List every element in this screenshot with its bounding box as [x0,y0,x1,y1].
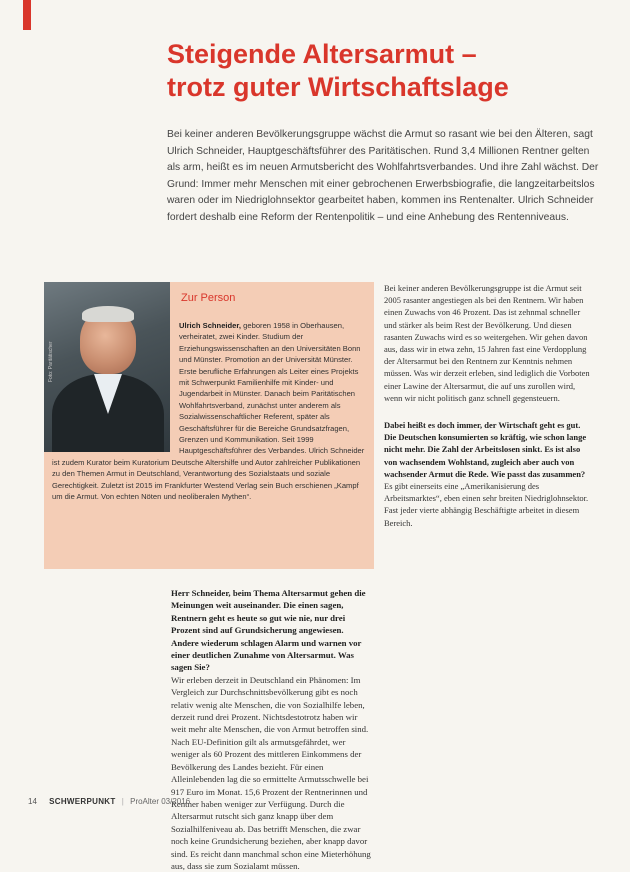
sidebar-bio [52,320,368,503]
title-line-1: Steigende Altersarmut – [167,39,477,69]
answer-1: Wir erleben derzeit in Deutschland ein Phänomen: Im Vergleich zur Durchschnittsbevölkerung gibt es noch relativ wenig alte Menschen, die von Sozialhilfe leben, derzeit rund drei Prozent. Nichtsdestotrotz haben wir weit mehr alte Menschen, die von Armut betroffen sind. Nach EU-Definition gilt als armutsgefährdet, wer weniger als 60 Prozent des mittleren Einkommens der Bevölkerung des Landes bezieht. Für einen Alleinlebenden lag die so ermittelte Armutsschwelle bei 917 Euro im Monat. 15,6 Prozent der Rentnerinnen und Rentner haben weniger zur Verfügung. Durch die Altersarmut rutscht sich ganz knapp über dem Sozialhilfeniveau ab. Das betrifft Menschen, die zwar noch keine Grundsicherung beziehen, aber knapp davor sind. Es reicht dann manchmal schon eine Mieterhöhung aus, dass sie zum Sozialamt müssen. [171,674,371,871]
photo-spacer [52,320,179,455]
person-name: Ulrich Schneider, [179,321,242,330]
title-line-2: trotz guter Wirtschaftslage [167,72,509,102]
article-lead: Bei keiner anderen Bevölkerungsgruppe wächst die Armut so rasant wie bei den Älteren, sagt Ulrich Schneider, Hauptgeschäftsführer des Paritätischen. Rund 3,4 Millionen Rentner gelten als arm, heißt es im neuen Armutsbericht des Wohlfahrtsverbandes. Und ihre Zahl wächst. Der Grund: Immer mehr Menschen mit einer gebrochenen Erwerbsbiografie, die langzeitarbeitslos waren oder im Niedriglohnsektor gearbeitet haben, kommen ins Rentenalter. Ulrich Schneider fordert deshalb eine Reform der Rentenpolitik – und eine Anhebung des Rentenniveaus. [167,129,599,223]
footer-separator: | [121,797,124,806]
person-sidebar [44,282,374,569]
page-number: 14 [28,797,37,806]
sidebar-heading: Zur Person [181,292,236,304]
photo-credit: Foto: Paritätischer [48,341,54,382]
page-footer [28,797,190,806]
interview-right-column [384,282,590,529]
answer-1-continued: Bei keiner anderen Bevölkerungsgruppe ist die Armut seit 2005 rasanter angestiegen als bei den Rentnern. Wir haben einen Zuwachs von 46 Prozent. Das ist zehnmal schneller und stärker als beim Rest der Bevölkerung. Und diesen rasanten Zuwachs wird es so weitergehen. Wir gehen davon aus, dass wir in etwa zehn, 15 Jahren fast eine Verdopplung der Altersarmut bei den Rentnern zur Kenntnis nehmen müssen. Was wir derzeit erleben, sind lediglich die Vorboten einer Lawine der Altersarmut, die auf uns zurollen wird, wenn wir nicht politisch ganz schnell gegensteuern. [384,283,590,403]
interview-left-column [171,587,371,872]
question-2: Dabei heißt es doch immer, der Wirtschaft geht es gut. Die Deutschen konsumierten so kräftig, wie schon lange nicht mehr. Die Zahl der Arbeitslosen sinkt. Es ist also von wachsendem Wohlstand, zugleich aber auch von wachsender Armut die Rede. Wie passt das zusammen? [384,420,587,479]
question-1: Herr Schneider, beim Thema Altersarmut gehen die Meinungen weit auseinander. Die einen sagen, Rentnern geht es heute so gut wie nie, nur drei Prozent sind auf Grundsicherung angewiesen. Andere wiederum schlagen Alarm und warnen vor einer deutlichen Zunahme von Altersarmut. Was sagen Sie? [171,588,366,673]
bio-text: geboren 1958 in Oberhausen, verheiratet, zwei Kinder. Studium der Erziehungswissenschaften an den Universitäten Bonn und Münster. Promotion an der Universität Münster. Erste berufliche Erfahrungen als Leiter eines Projekts mit Schwerpunkt Familienhilfe mit Kinder- und Jugendarbeit in Münster. Danach beim Paritätischen Wohlfahrtsverband, zunächst unter anderem als Sozialwissenschaftlicher Referent, später als Geschäftsführer für die Bereiche Grundsatzfragen, Grenzen und Kommunikation. Seit 1999 Hauptgeschäftsführer des Verbandes. Ulrich Schneider ist zudem Kurator beim Kuratorium Deutsche Altershilfe und Autor zahlreicher Publikationen zu den Themen Armut in Deutschland, Verantwortung des Sozialstaats und soziale Gerechtigkeit. Zuletzt ist 2015 im Frankfurter Westend Verlag sein Buch erschienen „Kampf um die Armut. Von echten Nöten und neoliberalen Mythen“. [52,321,365,502]
answer-2: Es gibt einerseits eine „Amerikanisierung des Arbeitsmarktes“, eben einen sehr breiten Niedriglohnsektor. Fast jeder vierte abhängig Beschäftigte arbeitet in diesem Bereich. [384,481,589,528]
section-name: SCHWERPUNKT [49,797,116,806]
article-title [167,38,607,104]
magazine-issue: ProAlter 03/2016 [130,797,191,806]
accent-bar [23,0,31,30]
